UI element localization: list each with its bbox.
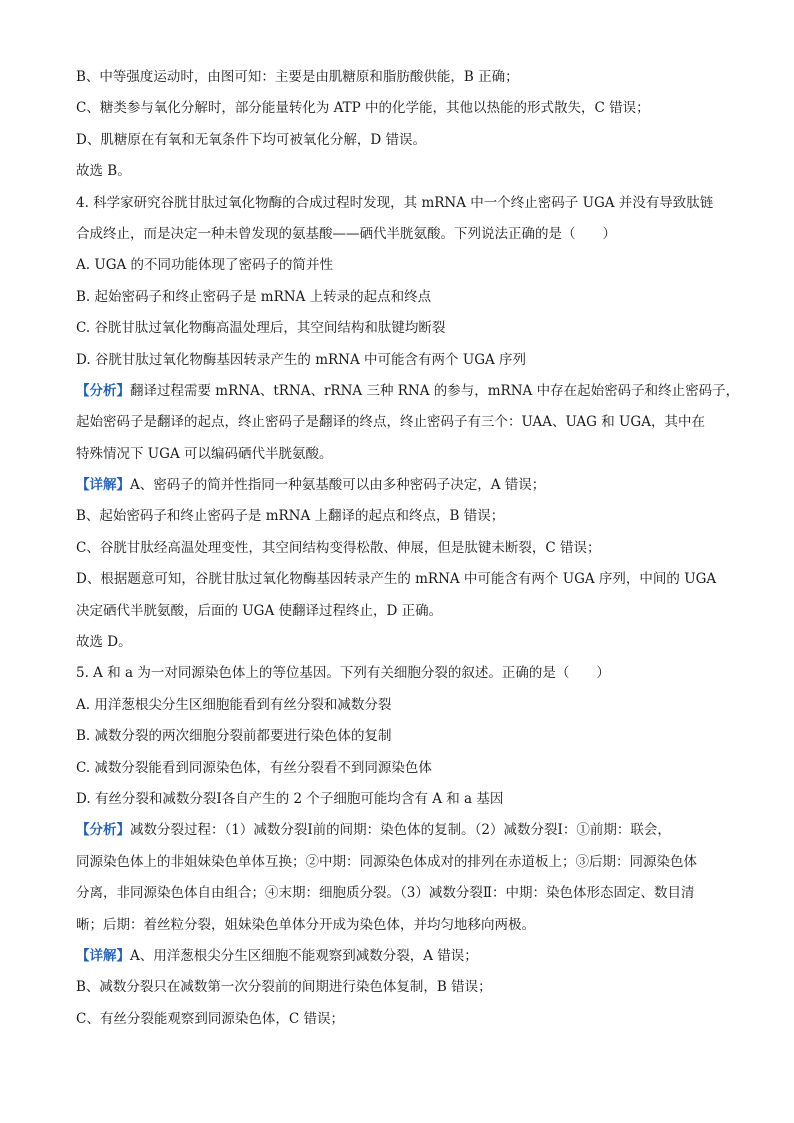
line-text: B. 起始密码子和终止密码子是 mRNA 上转录的起点和终点: [76, 288, 432, 305]
text-line: [76, 439, 726, 470]
text-line: [76, 407, 726, 438]
line-text: B. 减数分裂的两次细胞分裂前都要进行染色体的复制: [76, 728, 392, 745]
text-line: [76, 250, 726, 281]
line-text: 5. A 和 a 为一对同源染色体上的等位基因。下列有关细胞分裂的叙述。正确的是（ ）: [76, 665, 610, 682]
line-text: A. UGA 的不同功能体现了密码子的简并性: [76, 257, 334, 274]
text-line: [76, 313, 726, 344]
text-line: [76, 188, 726, 219]
line-text: C. 减数分裂能看到同源染色体，有丝分裂看不到同源染色体: [76, 759, 432, 776]
text-line: [76, 1004, 726, 1035]
text-line: [76, 93, 726, 124]
text-line: [76, 658, 726, 689]
line-text: 合成终止，而是决定一种未曾发现的氨基酸——硒代半胱氨酸。下列说法正确的是（ ）: [76, 225, 616, 242]
text-line: [76, 156, 726, 187]
text-line: [76, 815, 726, 846]
line-text: 4. 科学家研究谷胱甘肽过氧化物酶的合成过程时发现，其 mRNA 中一个终止密码子 UGA 并没有导致肽链: [76, 194, 714, 211]
text-line: [76, 878, 726, 909]
text-line: [76, 847, 726, 878]
text-line: [76, 533, 726, 564]
line-text: C、有丝分裂能观察到同源染色体，C 错误；: [76, 1010, 344, 1027]
text-line: [76, 219, 726, 250]
text-line: [76, 376, 740, 407]
text-line: [76, 753, 726, 784]
text-line: [76, 282, 726, 313]
line-text: C. 谷胱甘肽过氧化物酶高温处理后，其空间结构和肽键均断裂: [76, 320, 446, 337]
line-text: A、密码子的简并性指同一种氨基酸可以由多种密码子决定，A 错误；: [130, 477, 546, 494]
section-tag: 【分析】: [76, 822, 130, 839]
line-text: 翻译过程需要 mRNA、tRNA、rRNA 三种 RNA 的参与，mRNA 中存在起始密码子和终止密码子，: [130, 382, 740, 399]
text-line: [76, 941, 726, 972]
text-line: [76, 501, 726, 532]
section-tag: 【详解】: [76, 477, 130, 494]
text-line: [76, 596, 726, 627]
text-line: [76, 690, 726, 721]
line-text: 故选 B。: [76, 163, 131, 180]
section-tag: 【详解】: [76, 947, 130, 964]
line-text: 特殊情况下 UGA 可以编码硒代半胱氨酸。: [76, 445, 333, 462]
line-text: D、肌糖原在有氧和无氧条件下均可被氧化分解，D 错误。: [76, 131, 426, 148]
text-line: [76, 345, 726, 376]
text-line: [76, 910, 726, 941]
line-text: 故选 D。: [76, 634, 132, 651]
line-text: 减数分裂过程：（1）减数分裂Ⅰ前的间期：染色体的复制。（2）减数分裂Ⅰ：①前期：联会，: [130, 822, 671, 839]
line-text: C、糖类参与氧化分解时，部分能量转化为 ATP 中的化学能，其他以热能的形式散失，C 错误；: [76, 100, 650, 117]
line-text: C、谷胱甘肽经高温处理变性，其空间结构变得松散、伸展，但是肽键未断裂，C 错误；: [76, 539, 601, 556]
line-text: 分离，非同源染色体自由组合；④末期：细胞质分裂。（3）减数分裂Ⅱ：中期：染色体形态固定、数目清: [76, 885, 695, 902]
line-text: B、起始密码子和终止密码子是 mRNA 上翻译的起点和终点，B 错误；: [76, 508, 505, 525]
text-line: [76, 470, 726, 501]
line-text: D、根据题意可知，谷胱甘肽过氧化物酶基因转录产生的 mRNA 中可能含有两个 UGA 序列，中间的 UGA: [76, 571, 717, 588]
text-line: [76, 972, 726, 1003]
line-text: D. 谷胱甘肽过氧化物酶基因转录产生的 mRNA 中可能含有两个 UGA 序列: [76, 351, 527, 368]
text-line: [76, 627, 726, 658]
line-text: B、减数分裂只在减数第一次分裂前的间期进行染色体复制，B 错误；: [76, 979, 492, 996]
line-text: A、用洋葱根尖分生区细胞不能观察到减数分裂，A 错误；: [130, 947, 478, 964]
text-line: [76, 62, 726, 93]
line-text: D. 有丝分裂和减数分裂Ⅰ各自产生的 2 个子细胞可能均含有 A 和 a 基因: [76, 790, 504, 807]
line-text: 同源染色体上的非姐妹染色单体互换；②中期：同源染色体成对的排列在赤道板上；③后期：同源染色体: [76, 853, 697, 870]
line-text: 决定硒代半胱氨酸，后面的 UGA 使翻译过程终止，D 正确。: [76, 602, 443, 619]
document-page: [76, 62, 740, 1035]
text-line: [76, 784, 726, 815]
text-line: [76, 721, 726, 752]
text-line: [76, 564, 726, 595]
section-tag: 【分析】: [76, 382, 130, 399]
line-text: A. 用洋葱根尖分生区细胞能看到有丝分裂和减数分裂: [76, 696, 392, 713]
line-text: 晰；后期：着丝粒分裂，姐妹染色单体分开成为染色体，并均匀地移向两极。: [76, 916, 535, 933]
line-text: B、中等强度运动时，由图可知：主要是由肌糖原和脂肪酸供能，B 正确；: [76, 69, 519, 85]
text-line: [76, 125, 726, 156]
line-text: 起始密码子是翻译的起点，终止密码子是翻译的终点，终止密码子有三个：UAA、UAG 和 UGA，其中在: [76, 414, 705, 431]
